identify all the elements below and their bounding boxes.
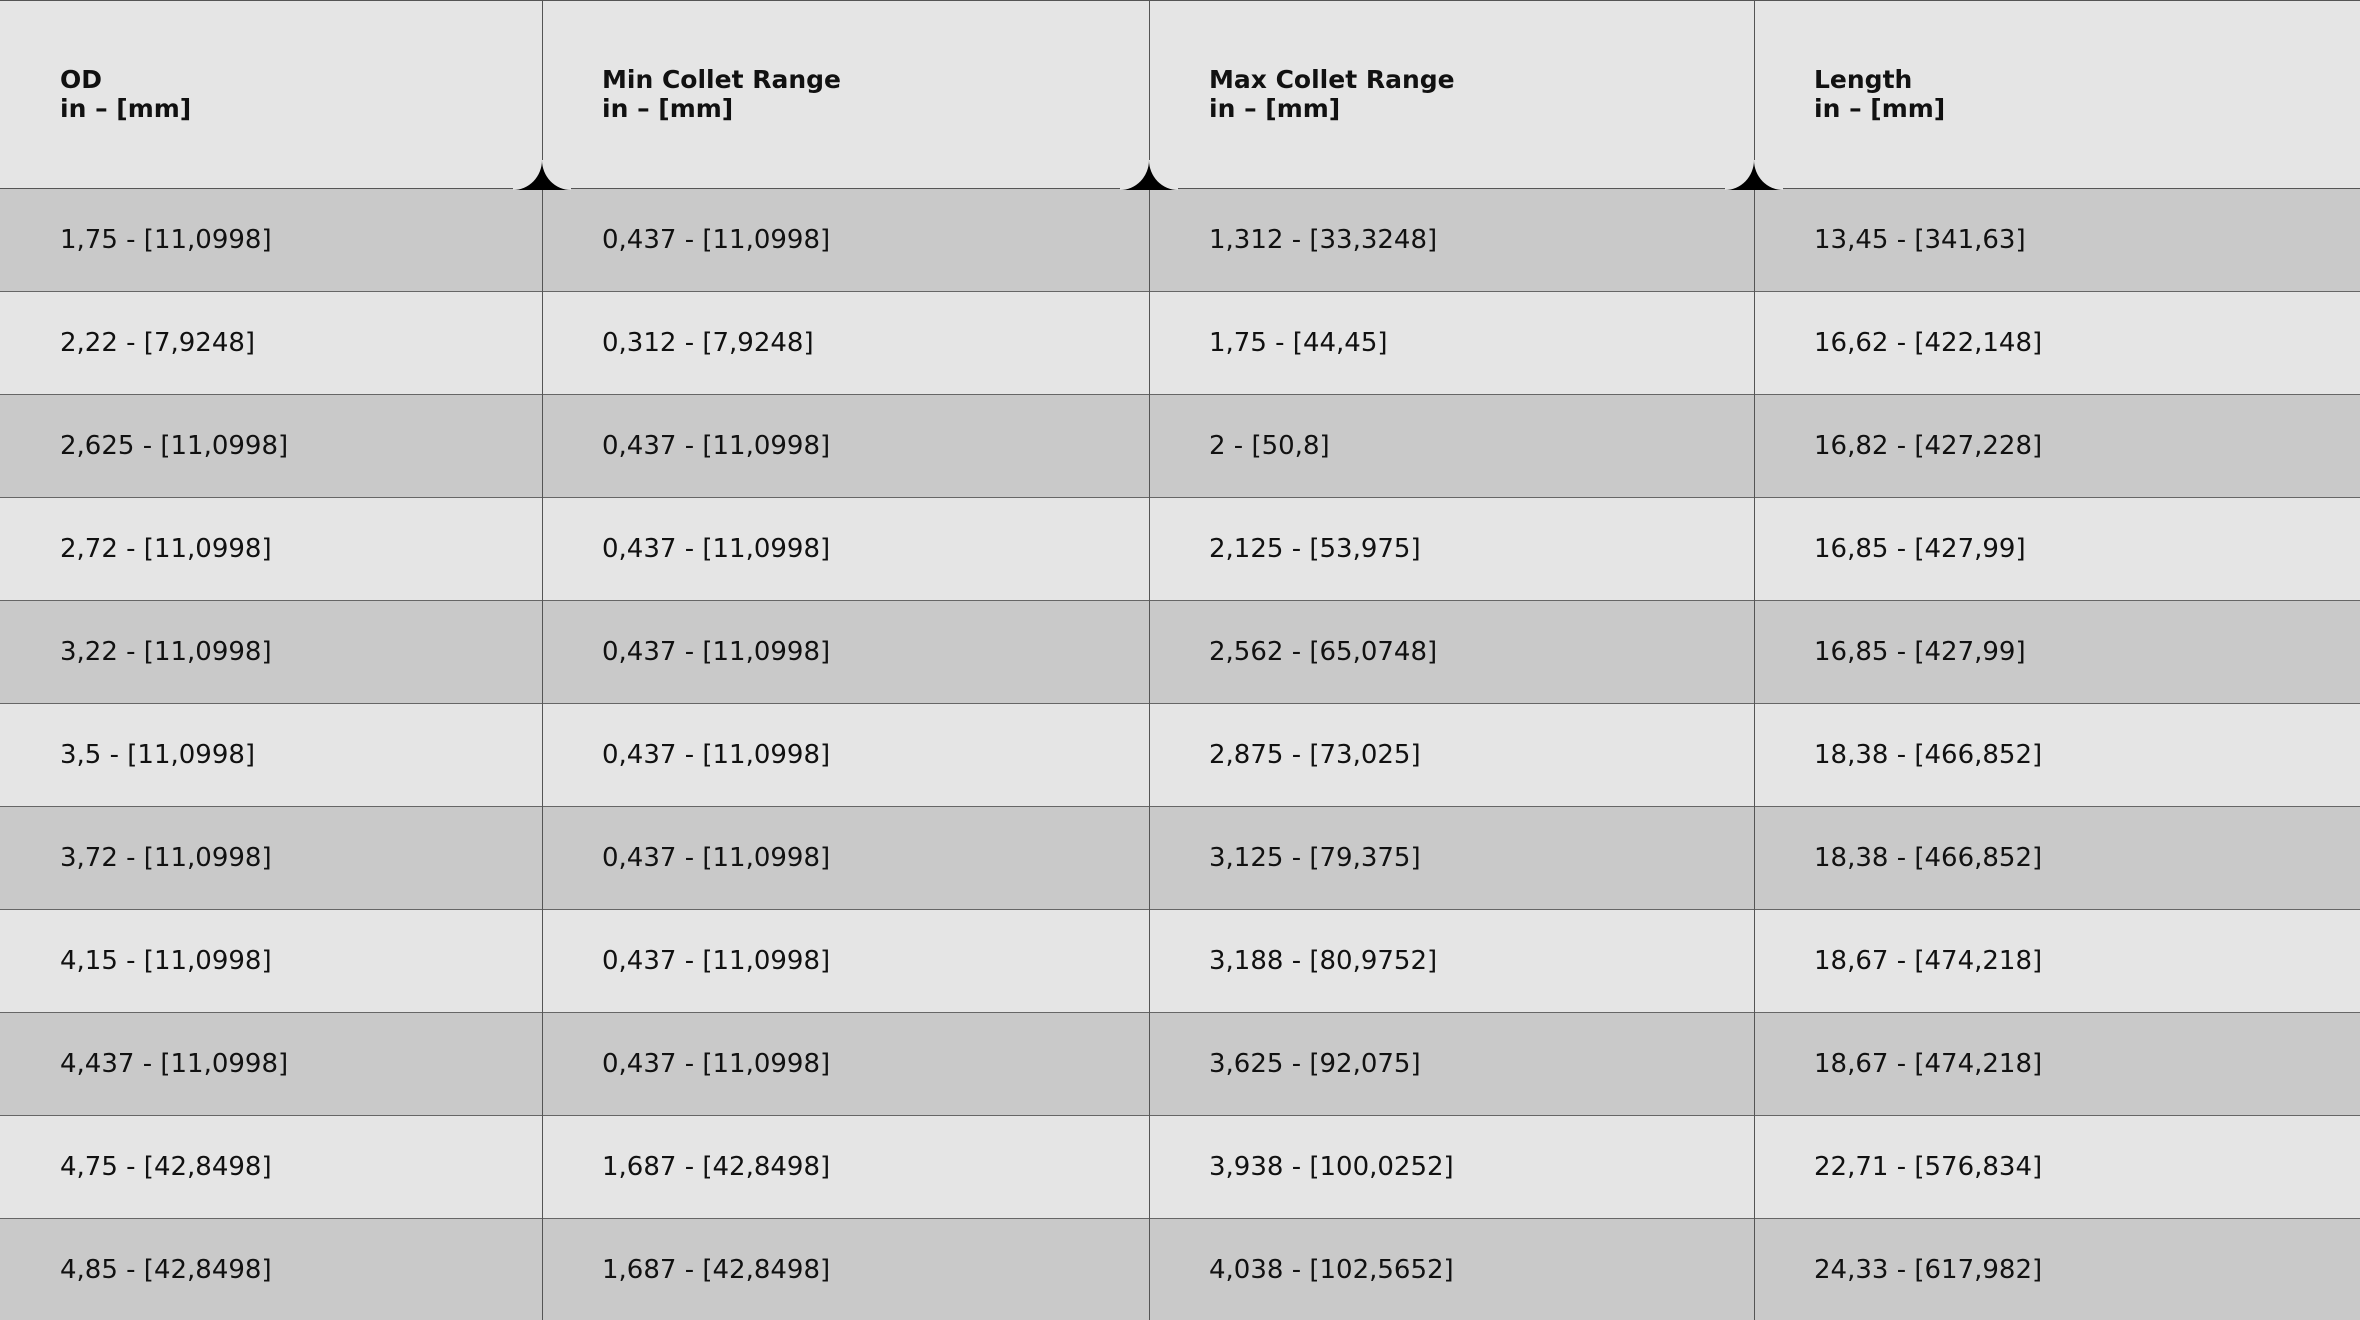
table-cell: 2,562 - [65,0748] bbox=[1209, 637, 1438, 667]
table-cell: 0,437 - [11,0998] bbox=[602, 637, 831, 667]
table-cell: 18,67 - [474,218] bbox=[1814, 1049, 2043, 1079]
table-cell: 18,38 - [466,852] bbox=[1814, 740, 2043, 770]
column-unit: in – [mm] bbox=[60, 94, 192, 123]
table-cell: 2,625 - [11,0998] bbox=[60, 431, 289, 461]
column-unit: in – [mm] bbox=[1209, 94, 1341, 123]
table-cell: 0,312 - [7,9248] bbox=[602, 328, 814, 358]
column-title: Min Collet Range bbox=[602, 65, 841, 94]
table-cell: 2,125 - [53,975] bbox=[1209, 534, 1421, 564]
column-title: Length bbox=[1814, 65, 1913, 94]
column-title: OD bbox=[60, 65, 103, 94]
table-row bbox=[0, 189, 2360, 292]
table-cell: 3,72 - [11,0998] bbox=[60, 843, 272, 873]
table-cell: 1,687 - [42,8498] bbox=[602, 1152, 831, 1182]
table-cell: 3,22 - [11,0998] bbox=[60, 637, 272, 667]
table-cell: 24,33 - [617,982] bbox=[1814, 1255, 2043, 1285]
table-cell: 4,85 - [42,8498] bbox=[60, 1255, 272, 1285]
header-notch bbox=[513, 160, 571, 190]
column-header-min-collet-range bbox=[602, 1, 841, 189]
table-cell: 4,75 - [42,8498] bbox=[60, 1152, 272, 1182]
column-divider bbox=[542, 0, 543, 1320]
table-cell: 2,875 - [73,025] bbox=[1209, 740, 1421, 770]
table-row bbox=[0, 1219, 2360, 1320]
table-cell: 0,437 - [11,0998] bbox=[602, 946, 831, 976]
header-notch bbox=[1120, 160, 1178, 190]
table-cell: 0,437 - [11,0998] bbox=[602, 534, 831, 564]
column-header-od bbox=[60, 1, 191, 189]
table-header bbox=[0, 0, 2360, 189]
table-row bbox=[0, 395, 2360, 498]
table-cell: 16,85 - [427,99] bbox=[1814, 534, 2026, 564]
table-cell: 0,437 - [11,0998] bbox=[602, 740, 831, 770]
table-cell: 4,437 - [11,0998] bbox=[60, 1049, 289, 1079]
header-notch bbox=[1725, 160, 1783, 190]
table-row bbox=[0, 1116, 2360, 1219]
table-row bbox=[0, 601, 2360, 704]
table-cell: 1,75 - [11,0998] bbox=[60, 225, 272, 255]
column-header-max-collet-range bbox=[1209, 1, 1455, 189]
table-cell: 4,038 - [102,5652] bbox=[1209, 1255, 1454, 1285]
table-row bbox=[0, 1013, 2360, 1116]
column-unit: in – [mm] bbox=[1814, 94, 1946, 123]
table-row bbox=[0, 910, 2360, 1013]
table-cell: 22,71 - [576,834] bbox=[1814, 1152, 2043, 1182]
column-header-length bbox=[1814, 1, 1945, 189]
column-unit: in – [mm] bbox=[602, 94, 734, 123]
table-cell: 2,72 - [11,0998] bbox=[60, 534, 272, 564]
table-cell: 18,67 - [474,218] bbox=[1814, 946, 2043, 976]
table-cell: 3,125 - [79,375] bbox=[1209, 843, 1421, 873]
table-cell: 0,437 - [11,0998] bbox=[602, 431, 831, 461]
table-cell: 2,22 - [7,9248] bbox=[60, 328, 256, 358]
table-cell: 1,312 - [33,3248] bbox=[1209, 225, 1438, 255]
table-cell: 3,5 - [11,0998] bbox=[60, 740, 256, 770]
table-cell: 3,188 - [80,9752] bbox=[1209, 946, 1438, 976]
column-title: Max Collet Range bbox=[1209, 65, 1455, 94]
table-row bbox=[0, 807, 2360, 910]
table-cell: 3,938 - [100,0252] bbox=[1209, 1152, 1454, 1182]
table-row bbox=[0, 704, 2360, 807]
table-cell: 0,437 - [11,0998] bbox=[602, 225, 831, 255]
table-cell: 16,82 - [427,228] bbox=[1814, 431, 2043, 461]
table-cell: 0,437 - [11,0998] bbox=[602, 843, 831, 873]
table-cell: 2 - [50,8] bbox=[1209, 431, 1330, 461]
table-cell: 16,62 - [422,148] bbox=[1814, 328, 2043, 358]
table-cell: 18,38 - [466,852] bbox=[1814, 843, 2043, 873]
table-cell: 3,625 - [92,075] bbox=[1209, 1049, 1421, 1079]
table-cell: 4,15 - [11,0998] bbox=[60, 946, 272, 976]
column-divider bbox=[1149, 0, 1150, 1320]
column-divider bbox=[1754, 0, 1755, 1320]
table-cell: 16,85 - [427,99] bbox=[1814, 637, 2026, 667]
table-cell: 13,45 - [341,63] bbox=[1814, 225, 2026, 255]
table-row bbox=[0, 292, 2360, 395]
table-cell: 0,437 - [11,0998] bbox=[602, 1049, 831, 1079]
table-cell: 1,687 - [42,8498] bbox=[602, 1255, 831, 1285]
table-row bbox=[0, 498, 2360, 601]
table-cell: 1,75 - [44,45] bbox=[1209, 328, 1388, 358]
